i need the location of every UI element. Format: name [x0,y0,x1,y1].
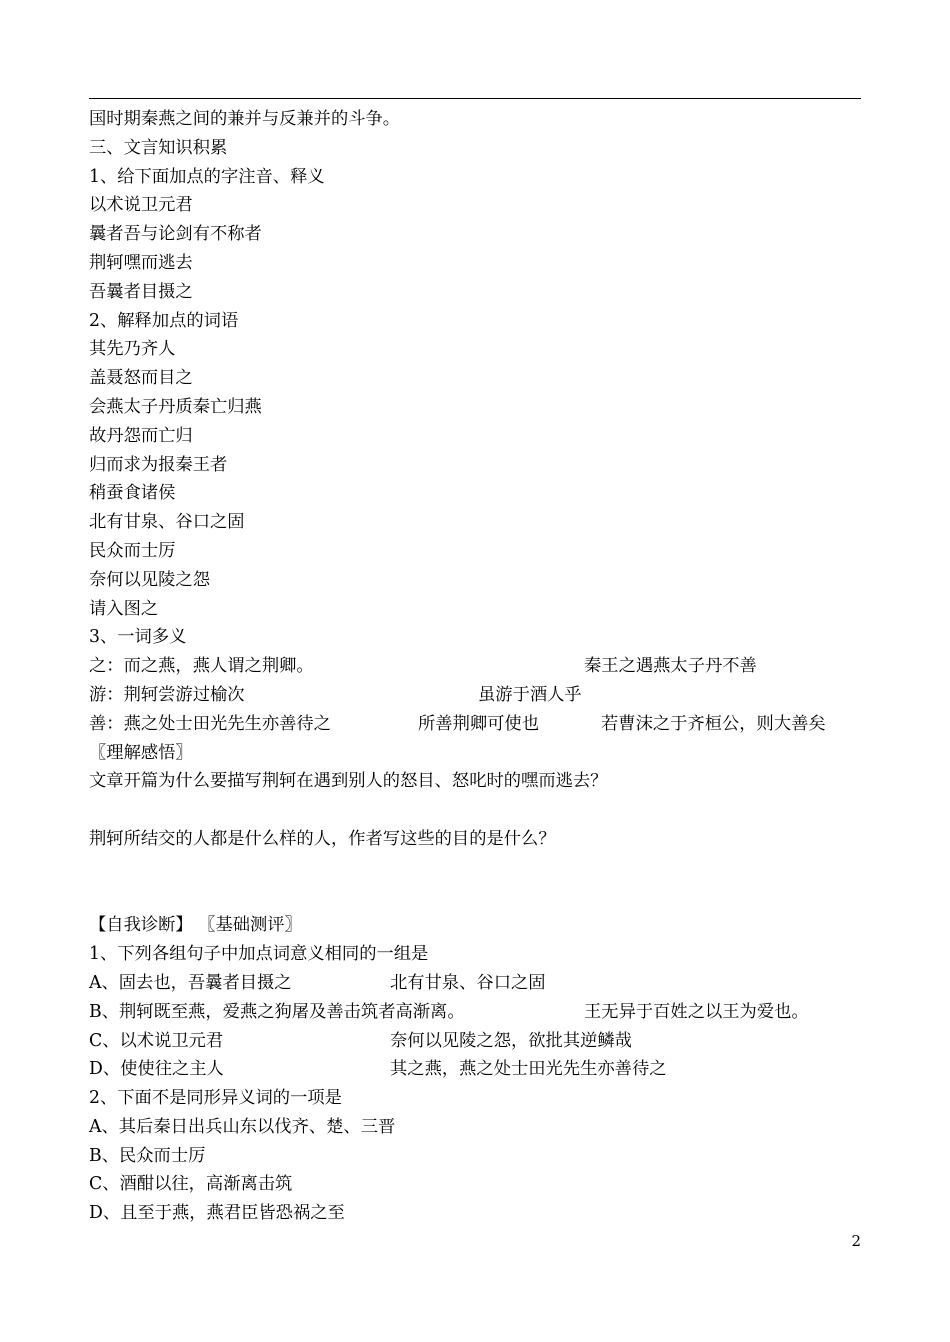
text-segment: 善：燕之处士田光先生亦善待之 [89,713,331,734]
section-heading: 〖理解感悟〗 [89,742,193,763]
text-line: 故丹怨而亡归 [89,425,193,446]
text-line [89,710,861,739]
text-line: 曩者吾与论剑有不称者 [89,224,262,245]
text-segment: 游：荆轲尝游过榆次 [89,684,245,705]
option-line [89,998,861,1027]
text-line: 吾曩者目摄之 [89,281,193,302]
option-line [89,969,861,998]
text-segment: 所善荆卿可使也 [418,713,539,734]
text-line: 奈何以见陵之怨 [89,569,210,590]
text-segment: 奈何以见陵之怨，欲批其逆鳞哉 [390,1030,632,1051]
text-line: 其先乃齐人 [89,339,176,360]
text-segment: 北有甘泉、谷口之固 [390,972,546,993]
text-line: 荆轲所结交的人都是什么样的人，作者写这些的目的是什么？ [89,828,556,849]
text-segment: C、以术说卫元君 [89,1030,224,1051]
text-line: 北有甘泉、谷口之固 [89,512,245,533]
text-segment: 其之燕，燕之处士田光先生亦善待之 [390,1059,667,1080]
text-segment: 秦王之遇燕太子丹不善 [584,656,757,677]
text-line: 文章开篇为什么要描写荆轲在遇到别人的怒目、怒叱时的嘿而逃去？ [89,771,608,792]
text-line: 请入图之 [89,598,159,619]
text-segment: D、使使往之主人 [89,1059,224,1080]
text-line: 以术说卫元君 [89,195,193,216]
text-line: 国时期秦燕之间的兼并与反兼并的斗争。 [89,109,401,129]
blank-line [89,883,861,912]
text-line: 会燕太子丹质秦亡归燕 [89,396,262,417]
document-body [89,105,861,1228]
text-line: 盖聂怒而目之 [89,368,193,389]
question-heading: 2、解释加点的词语 [89,310,239,331]
text-segment: 虽游于酒人乎 [478,684,582,705]
option-line: B、民众而士厉 [89,1145,206,1166]
section-heading: 三、文言知识积累 [89,137,228,158]
text-line: 稍蚕食诸侯 [89,483,176,504]
question-heading: 1、给下面加点的字注音、释义 [89,166,325,187]
blank-line [89,854,861,883]
question-heading: 2、下面不是同形异义词的一项是 [89,1088,342,1109]
text-segment: 若曹沫之于齐桓公，则大善矣 [601,713,826,734]
text-segment: B、荆轲既至燕，爱燕之狗屠及善击筑者高渐离。 [89,1001,465,1022]
option-line [89,1055,861,1084]
question-heading: 1、下列各组句子中加点词意义相同的一组是 [89,944,429,965]
text-line: 民众而士厉 [89,540,176,561]
text-segment: 王无异于百姓之以王为爱也。 [584,1001,809,1022]
question-heading: 3、一词多义 [89,627,187,648]
option-line: A、其后秦日出兵山东以伐齐、楚、三晋 [89,1116,396,1137]
page-number: 2 [851,1232,861,1250]
text-line [89,652,861,681]
text-line [89,681,861,710]
text-segment: A、固去也，吾曩者目摄之 [89,972,292,993]
option-line: D、且至于燕，燕君臣皆恐祸之至 [89,1203,345,1224]
text-line: 归而求为报秦王者 [89,454,228,475]
section-heading: 【自我诊断】 〖基础测评〗 [89,915,302,936]
text-line: 荆轲嘿而逃去 [89,252,193,273]
blank-line [89,796,861,825]
option-line: C、酒酣以往，高渐离击筑 [89,1174,293,1195]
text-segment: 之：而之燕，燕人谓之荆卿。 [89,656,314,677]
option-line [89,1027,861,1056]
header-rule [89,98,861,99]
